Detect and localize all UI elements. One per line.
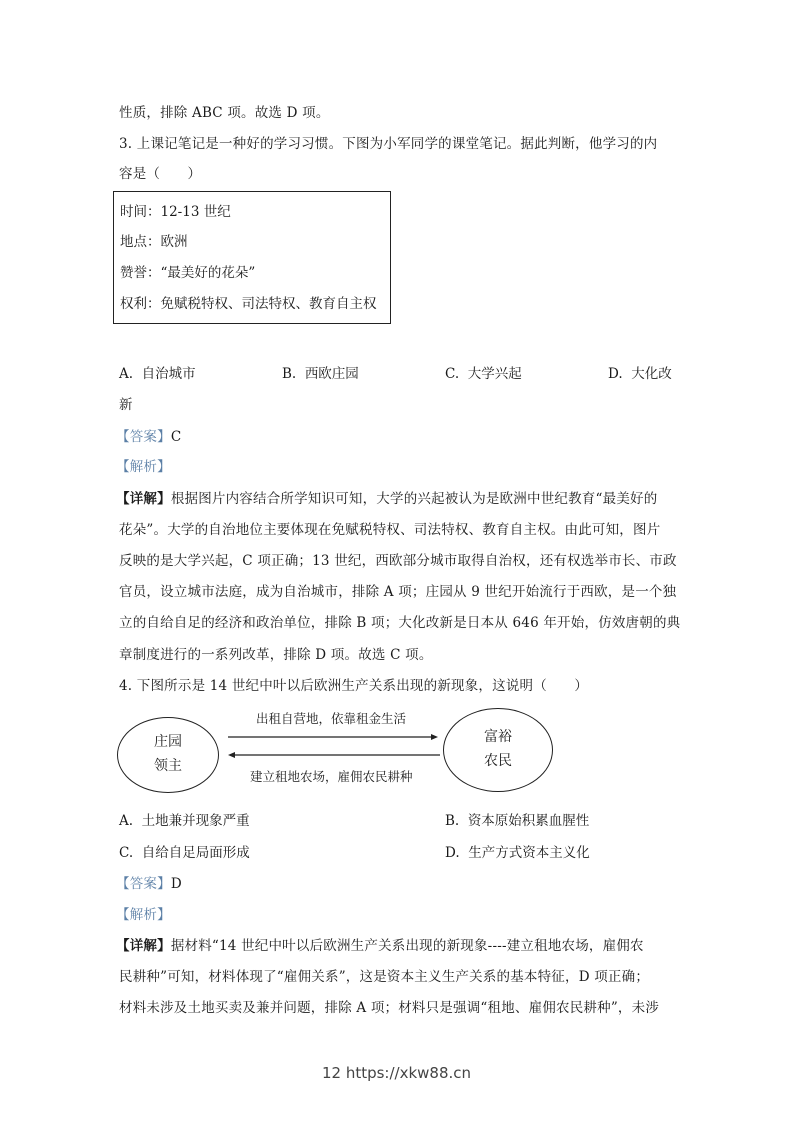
q3-option-d-wrap: 新 xyxy=(119,397,133,413)
q4-option-b: B. 资本原始积累血腥性 xyxy=(445,813,590,829)
q4-detail-line3: 材料未涉及土地买卖及兼并问题，排除 A 项；材料只是强调“租地、雇佣农民耕种”，未涉 xyxy=(119,1000,660,1016)
q3-notes-box xyxy=(113,191,391,324)
analysis-label: 【解析】 xyxy=(116,907,171,923)
q4-answer xyxy=(116,874,182,894)
q3-option-a: A. 自治城市 xyxy=(119,366,196,382)
page-footer: 12 https://xkw88.cn xyxy=(321,1064,472,1082)
answer-label: 【答案】 xyxy=(116,876,171,892)
arrow-left-icon xyxy=(228,752,440,758)
q3-detail-line2: 花朵”。大学的自治地位主要体现在免赋税特权、司法特权、教育自主权。由此可知，图片 xyxy=(119,522,661,538)
answer-value: C xyxy=(170,429,182,445)
note-time: 时间：12-13 世纪 xyxy=(120,204,231,220)
q3-detail-line4: 官员，设立城市法庭，成为自治城市，排除 A 项；庄园从 9 世纪开始流行于西欧，是一个独 xyxy=(119,584,677,600)
answer-label: 【答案】 xyxy=(116,429,171,445)
note-place: 地点：欧洲 xyxy=(120,234,188,250)
q3-option-c: C. 大学兴起 xyxy=(445,366,522,382)
q4-option-d: D. 生产方式资本主义化 xyxy=(445,845,590,861)
q4-option-a: A. 土地兼并现象严重 xyxy=(119,813,250,829)
q4-detail-line1: 【详解】据材料“14 世纪中叶以后欧洲生产关系出现的新现象----建立租地农场，雇佣农 xyxy=(116,938,644,954)
q3-detail-line6: 章制度进行的一系列改革，排除 D 项。故选 C 项。 xyxy=(119,647,433,663)
arrow-right-icon xyxy=(228,734,438,740)
note-praise: 赞誉：“最美好的花朵” xyxy=(120,265,256,281)
analysis-label: 【解析】 xyxy=(116,459,171,475)
q3-analysis-heading xyxy=(116,457,171,477)
q3-option-b: B. 西欧庄园 xyxy=(282,366,359,382)
detail-label: 【详解】 xyxy=(116,938,171,954)
q3-stem-line2: 容是（ ） xyxy=(119,166,202,182)
q3-option-d: D. 大化改 xyxy=(608,366,672,382)
answer-value: D xyxy=(170,876,182,892)
q3-detail-line5: 立的自给自足的经济和政治单位，排除 B 项；大化改新是日本从 646 年开始，仿效唐朝的典 xyxy=(119,615,681,631)
node-manor-lord: 庄园 领主 xyxy=(117,717,219,793)
top-arrow-label: 出租自营地，依靠租金生活 xyxy=(256,711,407,726)
previous-answer-tail: 性质，排除 ABC 项。故选 D 项。 xyxy=(119,105,330,121)
q4-analysis-heading xyxy=(116,905,171,925)
bottom-arrow-label: 建立租地农场，雇佣农民耕种 xyxy=(250,769,413,784)
node-rich-peasant: 富裕 农民 xyxy=(443,708,553,792)
q4-detail-line2: 民耕种”可知，材料体现了“雇佣关系”，这是资本主义生产关系的基本特征，D 项正确； xyxy=(119,969,650,985)
detail-label: 【详解】 xyxy=(116,491,171,507)
q3-stem-line1: 3. 上课记笔记是一种好的学习习惯。下图为小军同学的课堂笔记。据此判断，他学习的内 xyxy=(119,136,658,152)
arrows xyxy=(110,700,570,800)
q4-relation-diagram xyxy=(110,700,570,800)
q3-answer xyxy=(116,427,181,447)
q3-detail-line3: 反映的是大学兴起，C 项正确；13 世纪，西欧部分城市取得自治权，还有权选举市长、市政 xyxy=(119,553,677,569)
q3-detail-line1: 【详解】根据图片内容结合所学知识可知，大学的兴起被认为是欧洲中世纪教育“最美好的 xyxy=(116,491,658,507)
q4-stem: 4. 下图所示是 14 世纪中叶以后欧洲生产关系出现的新现象，这说明（ ） xyxy=(119,678,589,694)
q4-option-c: C. 自给自足局面形成 xyxy=(119,845,250,861)
note-rights: 权利：免赋税特权、司法特权、教育自主权 xyxy=(120,296,377,312)
